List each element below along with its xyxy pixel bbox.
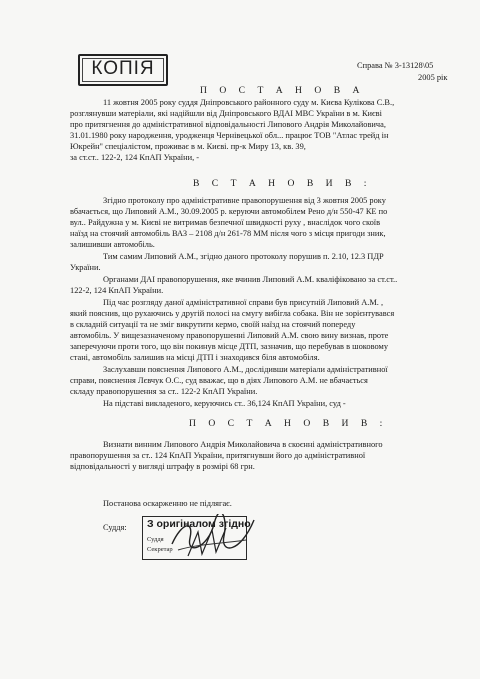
stamp-secretary-text: Секретар — [147, 546, 173, 553]
intro-line: про притягнення до адміністративної відповідальності Липового Андрія Миколайовича, — [70, 120, 386, 129]
body-line: автомобіль. У вищезазначеному правопорушенні Липовий А.М. свою вину визнав, проте — [70, 331, 389, 340]
case-number: Справа № 3-13128\05 — [357, 61, 434, 70]
decision-line: правопорушення за ст.. 124 КпАП України, притягнувши його до адміністративної — [70, 451, 366, 460]
title-postanova: П О С Т А Н О В А — [200, 85, 365, 96]
body-line: вбачається, що Липовий А.М., 30.09.2005 р. керуючи автомобілем Рено д/н 550-47 КЕ по — [70, 207, 388, 216]
body-line: Органами ДАІ правопорушення, яке вчинив Липовий А.М. кваліфіковано за ст.ст.. — [103, 275, 398, 284]
intro-line: Юкрейн" спеціалістом, проживає в м. Києві. пр-к Миру 13, кв. 39, — [70, 142, 306, 151]
body-line: Згідно протоколу про адміністративне правопорушення від 3 жовтня 2005 року — [103, 196, 386, 205]
body-line: стані, автомобіль залишив на місці ДТП і знаходився біля автомобіля. — [70, 353, 320, 362]
title-vstanovyv: В С Т А Н О В И В : — [193, 178, 372, 189]
intro-line: 11 жовтня 2005 року суддя Дніпровського районного суду м. Києва Кулікова С.В., — [103, 98, 395, 107]
intro-line: 31.01.1980 року народження, уродженця Чернівецької обл... працює ТОВ "Атлас трейд ін — [70, 131, 389, 140]
body-line: Заслухавши пояснення Липового А.М., дослідивши матеріали адміністративної — [103, 365, 388, 374]
decision-line: відповідальності у вигляді штрафу в розмірі 68 грн. — [70, 462, 255, 471]
stamp-judge-text: Суддя — [147, 536, 164, 543]
body-line: складу правопорушення за ст.. 122-2 КпАП України. — [70, 387, 258, 396]
body-line: Тим самим Липовий А.М., згідно даного протоколу порушив п. 2.10, 12.3 ПДР — [103, 252, 384, 261]
intro-line: за ст.ст.. 122-2, 124 КпАП України, - — [70, 153, 200, 162]
stamp-certified-text: З оригіналом згідно — [147, 518, 251, 530]
body-line: який пояснив, що рухаючись у другій полосі на смугу вибігла собака. Він не зорієнтувався — [70, 309, 395, 318]
body-line: На підставі викладеного, керуючись ст.. 36,124 КпАП України, суд - — [103, 399, 346, 408]
body-line: України. — [70, 263, 101, 272]
body-line: в складній ситуації та не зміг викрутити кермо, своїй наїзд на стоячий попереду — [70, 320, 356, 329]
body-line: вул.. Райдужна у м. Києві не витримав безпечної швидкості руху , внаслідок чого скоїв — [70, 218, 381, 227]
body-line: наїзд на стоячий автомобіль ВАЗ – 2108 д/н 261-78 ММ після чого з місця пригоди зник, — [70, 229, 386, 238]
judge-label: Суддя: — [103, 523, 127, 532]
intro-line: розглянувши матеріали, які надійшли від Дніпровського ВДАІ МВС України в м. Києві — [70, 109, 382, 118]
signature-scribble — [168, 514, 258, 560]
appeal-note: Постанова оскарженню не підлягає. — [103, 499, 232, 508]
body-line: Під час розгляду даної адміністративної справи був присутній Липовий А.М. , — [103, 298, 384, 307]
body-line: 122-2, 124 КпАП України. — [70, 286, 164, 295]
body-line: справи, пояснення Лєвчук О.С., суд вважає, що в діях Липового А.М. не вбачається — [70, 376, 368, 385]
copy-stamp: КОПІЯ — [78, 54, 168, 86]
decision-line: Визнати винним Липового Андрія Миколайовича в скоєнні адміністративного — [103, 440, 383, 449]
case-year: 2005 рік — [418, 73, 448, 82]
body-line: заперечуючи проти того, що він покинув місце ДТП, зазначив, що перебував в шоковому — [70, 342, 389, 351]
title-postanovyv: П О С Т А Н О В И В : — [189, 418, 388, 429]
body-line: залишивши автомобіль. — [70, 240, 155, 249]
